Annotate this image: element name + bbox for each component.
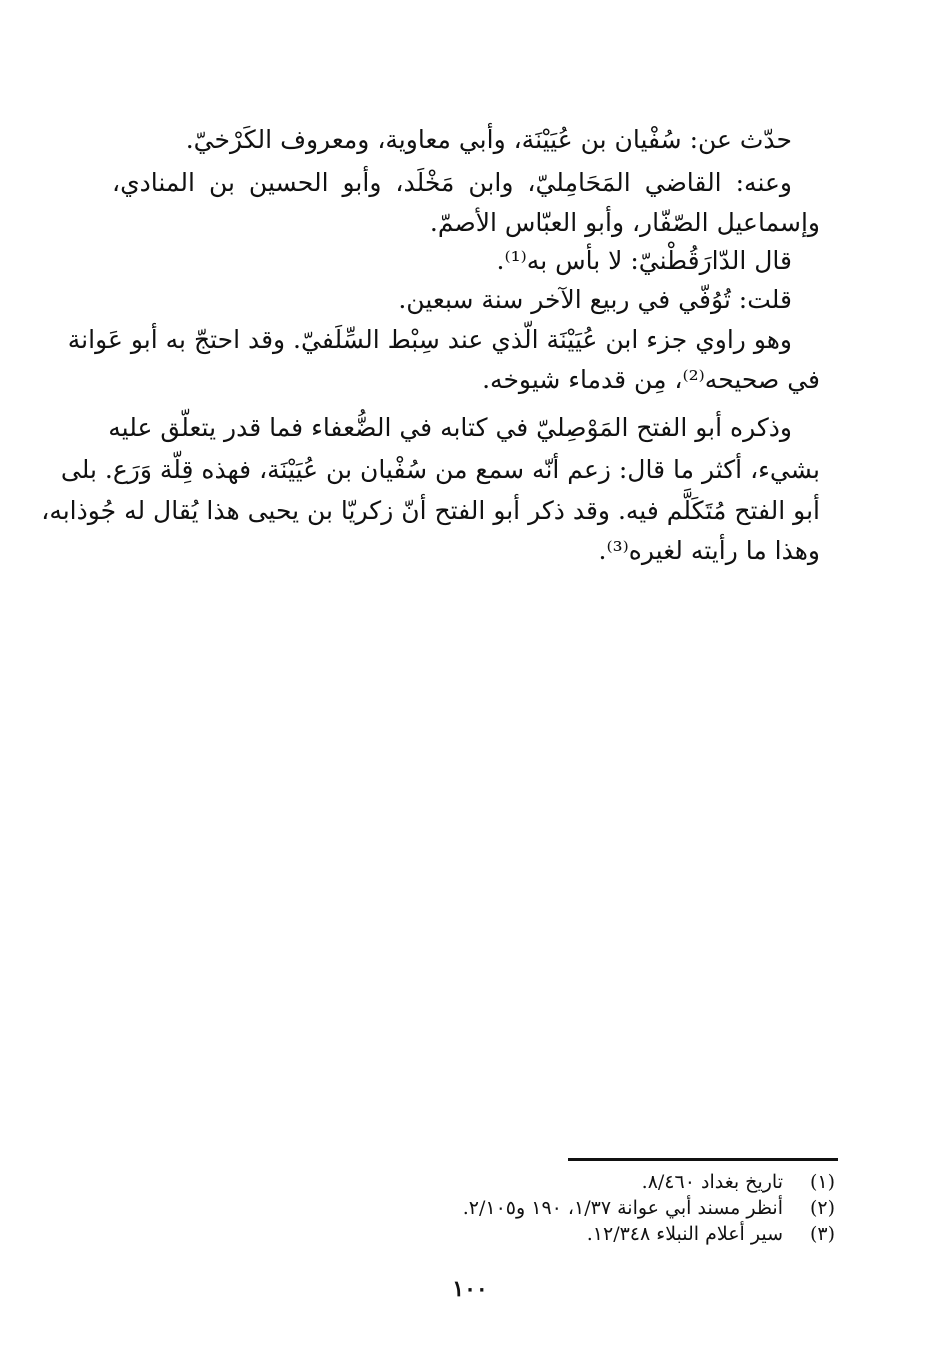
footnote-2 (330, 1194, 835, 1222)
body-line-8: وذكره أبو الفتح المَوْصِليّ في كتابه في الضُّعفاء فما قدر يتعلّق عليه (108, 413, 792, 442)
footnote-number: (١) (809, 1171, 835, 1193)
footnote-number: (٢) (809, 1197, 835, 1219)
footnote-3 (330, 1220, 835, 1248)
footnote-text: أنظر مسند أبي عوانة ١/٣٧، ١٩٠ و٢/١٠٥. (462, 1197, 783, 1219)
body-line-6: وهو راوي جزء ابن عُيَيْنَة الّذي عند سِبْط السِّلَفيّ. وقد احتجّ به أبو عَوانة (67, 325, 792, 354)
body-line-2: وعنه: القاضي المَحَامِليّ، وابن مَخْلَد، وأبو الحسين بن المنادي، (112, 168, 792, 197)
body-line-3: وإسماعيل الصّفّار، وأبو العبّاس الأصمّ. (429, 208, 820, 237)
page-number: ١٠٠ (452, 1276, 488, 1302)
footnote-text: تاريخ بغداد ٨/٤٦٠. (641, 1171, 783, 1193)
body-line-10: أبو الفتح مُتَكَلَّم فيه. وقد ذكر أبو الفتح أنّ زكريّا بن يحيى هذا يُقال له جُوذابه، (41, 496, 820, 525)
footnote-text: سير أعلام النبلاء ١٢/٣٤٨. (586, 1223, 783, 1245)
body-line-9: بشيء، أكثر ما قال: زعم أنّه سمع من سُفْيان بن عُيَيْنَة، فهذه قِلّة وَرَع. بلى (60, 455, 820, 484)
body-line-11: وهذا ما رأيته لغيره⁽³⁾. (598, 536, 820, 565)
footnote-number: (٣) (809, 1223, 835, 1245)
footnote-1 (330, 1168, 835, 1196)
footnote-divider (568, 1158, 838, 1161)
body-line-1: حدّث عن: سُفْيان بن عُيَيْنَة، وأبي معاوية، ومعروف الكَرْخيّ. (185, 125, 792, 154)
body-line-4: قال الدّارَقُطْنيّ: لا بأس به⁽¹⁾. (496, 246, 792, 275)
body-line-5: قلت: تُوُفّي في ربيع الآخر سنة سبعين. (398, 285, 792, 314)
body-line-7: في صحيحه⁽²⁾، مِن قدماء شيوخه. (482, 365, 820, 394)
